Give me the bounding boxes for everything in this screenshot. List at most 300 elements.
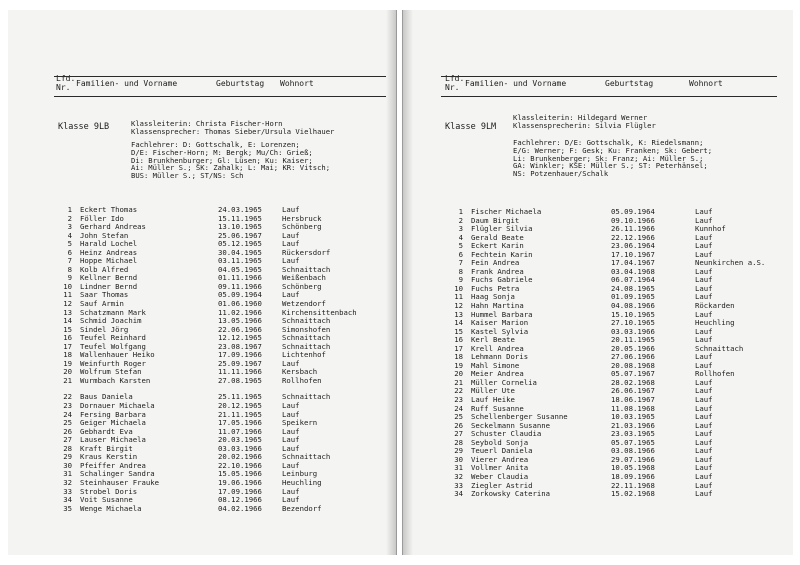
- home-town: Lauf: [695, 241, 713, 251]
- row-number: 15: [454, 326, 463, 336]
- student-name: Ziegler Astrid: [471, 480, 533, 490]
- birth-date: 24.08.1965: [611, 283, 655, 293]
- home-town: Speikern: [282, 418, 318, 428]
- student-name: Gebhardt Eva: [80, 426, 133, 436]
- home-town: Schnaittach: [282, 341, 331, 351]
- home-town: Schnaittach: [282, 392, 331, 402]
- teacher-line: Klassleiterin: Christa Fischer-Horn: [131, 119, 283, 128]
- row-number: 31: [454, 463, 463, 473]
- birth-date: 23.08.1967: [218, 341, 262, 351]
- row-number: 29: [63, 452, 72, 462]
- home-town: Lauf: [695, 395, 713, 405]
- birth-date: 17.09.1966: [218, 350, 262, 360]
- row-number: 13: [63, 307, 72, 317]
- header-nr-line1: Lfd.: [56, 74, 76, 83]
- row-number: 11: [63, 290, 72, 300]
- student-name: Kaiser Marion: [471, 318, 529, 328]
- row-number: 33: [63, 486, 72, 496]
- right-page: [402, 10, 793, 555]
- subject-line: BUS: Müller S.; ST/NS: Sch: [131, 171, 244, 181]
- birth-date: 23.06.1964: [611, 241, 655, 251]
- home-town: Rollhofen: [695, 369, 735, 379]
- birth-date: 15.10.1965: [611, 309, 655, 319]
- birth-date: 22.12.1966: [611, 232, 655, 242]
- student-name: Sindel Jörg: [80, 324, 129, 334]
- row-number: 21: [63, 375, 72, 385]
- home-town: Leinburg: [282, 469, 318, 479]
- row-number: 35: [63, 503, 72, 513]
- subject-teachers-block: [131, 141, 330, 180]
- birth-date: 22.06.1966: [218, 324, 262, 334]
- row-number: 34: [454, 489, 463, 499]
- header-birthday: Geburtstag: [605, 79, 654, 88]
- home-town: Lauf: [282, 426, 300, 436]
- row-number: 12: [454, 301, 463, 311]
- student-name: Haag Sonja: [471, 292, 515, 302]
- home-town: Lauf: [695, 232, 713, 242]
- birth-date: 10.05.1968: [611, 463, 655, 473]
- home-town: Lauf: [695, 292, 713, 302]
- home-town: Heuchling: [282, 477, 322, 487]
- home-town: Lauf: [695, 454, 713, 464]
- home-town: Lauf: [282, 256, 300, 266]
- home-town: Lauf: [695, 326, 713, 336]
- student-name: Föller Ido: [80, 213, 124, 223]
- row-number: 2: [458, 215, 463, 225]
- birth-date: 18.06.1967: [611, 395, 655, 405]
- birth-date: 04.02.1966: [218, 503, 262, 513]
- home-town: Lauf: [695, 429, 713, 439]
- student-name: Hoppe Michael: [80, 256, 138, 266]
- subject-line: E/G: Werner; F: Gesk; Ku: Franken; Sk: Gebert;: [513, 145, 713, 155]
- student-name: Steinhauser Frauke: [80, 477, 160, 487]
- row-number: 28: [454, 437, 463, 447]
- student-name: Dornauer Michaela: [80, 401, 155, 411]
- birth-date: 22.11.1968: [611, 480, 655, 490]
- home-town: Lauf: [282, 409, 300, 419]
- row-number: 10: [454, 283, 463, 293]
- row-number: 24: [454, 403, 463, 413]
- home-town: Schnaittach: [695, 343, 744, 353]
- student-name: Wolfrum Stefan: [80, 367, 142, 377]
- home-town: Lichtenhof: [282, 350, 326, 360]
- student-name: Kellner Bernd: [80, 273, 138, 283]
- birth-date: 01.09.1965: [611, 292, 655, 302]
- row-number: 22: [63, 392, 72, 402]
- student-name: Müller Ute: [471, 386, 515, 396]
- row-number: 21: [454, 377, 463, 387]
- student-name: Fersing Barbara: [80, 409, 146, 419]
- home-town: Rückersdorf: [282, 247, 331, 257]
- birth-date: 26.11.1966: [611, 224, 655, 234]
- row-number: 34: [63, 495, 72, 505]
- student-name: Vierer Andrea: [471, 454, 529, 464]
- row-number: 15: [63, 324, 72, 334]
- row-number: 13: [454, 309, 463, 319]
- row-number: 8: [458, 266, 463, 276]
- student-name: Sauf Armin: [80, 299, 124, 309]
- home-town: Bezendorf: [282, 503, 322, 513]
- teacher-block: [513, 114, 656, 130]
- home-town: Wetzendorf: [282, 299, 326, 309]
- row-number: 26: [454, 420, 463, 430]
- row-number: 9: [458, 275, 463, 285]
- subject-line: GA: Winkler; KSE: Müller S.; ST: Peterhänsel;: [513, 161, 708, 171]
- row-number: 20: [63, 367, 72, 377]
- header-nr-line2: Nr.: [445, 83, 460, 92]
- home-town: Lauf: [695, 412, 713, 422]
- header-name: Familien- und Vorname: [76, 79, 178, 88]
- home-town: Lauf: [695, 309, 713, 319]
- row-number: 3: [67, 222, 72, 232]
- birth-date: 25.06.1967: [218, 230, 262, 240]
- home-town: Lauf: [695, 283, 713, 293]
- birth-date: 24.03.1965: [218, 205, 262, 214]
- birth-date: 17.05.1966: [218, 418, 262, 428]
- home-town: Lauf: [695, 420, 713, 430]
- student-name: Eckert Thomas: [80, 205, 138, 214]
- home-town: Lauf: [282, 460, 300, 470]
- home-town: Kunnhof: [695, 224, 726, 234]
- student-name: Daum Birgit: [471, 215, 520, 225]
- student-name: John Stefan: [80, 230, 129, 240]
- student-name: Schmid Joachim: [80, 316, 142, 326]
- home-town: Simonshofen: [282, 324, 331, 334]
- birth-date: 20.08.1968: [611, 360, 655, 370]
- table-row: [449, 490, 785, 499]
- birth-date: 27.06.1966: [611, 352, 655, 362]
- birth-date: 05.07.1967: [611, 369, 655, 379]
- home-town: Heuchling: [695, 318, 735, 328]
- student-name: Weber Claudia: [471, 471, 529, 481]
- student-name: Kraus Kerstin: [80, 452, 138, 462]
- row-number: 7: [458, 258, 463, 268]
- birth-date: 21.11.1965: [218, 409, 262, 419]
- birth-date: 09.10.1966: [611, 215, 655, 225]
- home-town: Lauf: [695, 207, 713, 216]
- home-town: Lauf: [695, 360, 713, 370]
- home-town: Lauf: [695, 463, 713, 473]
- row-number: 32: [454, 471, 463, 481]
- home-town: Lauf: [695, 352, 713, 362]
- row-number: 32: [63, 477, 72, 487]
- birth-date: 20.12.1965: [218, 401, 262, 411]
- teacher-line: Klassleiterin: Hildegard Werner: [513, 113, 648, 122]
- birth-date: 01.11.1966: [218, 273, 262, 283]
- student-name: Ruff Susanne: [471, 403, 524, 413]
- row-number: 20: [454, 369, 463, 379]
- home-town: Lauf: [695, 266, 713, 276]
- row-number: 1: [458, 207, 463, 216]
- birth-date: 26.06.1967: [611, 386, 655, 396]
- home-town: Lauf: [282, 486, 300, 496]
- birth-date: 04.08.1966: [611, 301, 655, 311]
- home-town: Lauf: [695, 377, 713, 387]
- birth-date: 25.11.1965: [218, 392, 262, 402]
- row-number: 5: [67, 239, 72, 249]
- home-town: Lauf: [695, 335, 713, 345]
- home-town: Lauf: [695, 480, 713, 490]
- row-number: 14: [63, 316, 72, 326]
- home-town: Lauf: [282, 239, 300, 249]
- student-name: Gerhard Andreas: [80, 222, 146, 232]
- student-name: Fechtein Karin: [471, 249, 533, 259]
- student-name: Eckert Karin: [471, 241, 524, 251]
- subject-line: D/E: Fischer-Horn; M: Bergk; Mu/Ch: Grieß;: [131, 147, 313, 157]
- teacher-line: Klassensprecherin: Silvia Flügler: [513, 120, 656, 130]
- home-town: Röckarden: [695, 301, 735, 311]
- home-town: Rollhofen: [282, 375, 322, 385]
- home-town: Lauf: [695, 437, 713, 447]
- student-name: Seckelmann Susanne: [471, 420, 551, 430]
- header-rule-top: [54, 76, 386, 77]
- student-name: Teufel Reinhard: [80, 333, 146, 343]
- row-number: 16: [454, 335, 463, 345]
- row-number: 9: [67, 273, 72, 283]
- student-name: Krell Andrea: [471, 343, 524, 353]
- header-rule-bottom: [441, 96, 777, 97]
- birth-date: 01.06.1960: [218, 299, 262, 309]
- row-number: 33: [454, 480, 463, 490]
- student-name: Voit Susanne: [80, 495, 133, 505]
- header-birthday: Geburtstag: [216, 79, 265, 88]
- birth-date: 22.10.1966: [218, 460, 262, 470]
- student-name: Geiger Michaela: [80, 418, 146, 428]
- home-town: Lauf: [282, 443, 300, 453]
- row-number: 3: [458, 224, 463, 234]
- subject-line: Di: Brunkhenburger; Gl: Lüsen; Ku: Kaiser;: [131, 155, 313, 165]
- subject-line: Ai: Müller S.; SK: Zahalk; L: Mai; KR: Vitsch;: [131, 163, 331, 173]
- student-name: Hummel Barbara: [471, 309, 533, 319]
- birth-date: 05.09.1964: [611, 207, 655, 216]
- row-number: 2: [67, 213, 72, 223]
- teacher-block: [131, 120, 334, 136]
- header-place: Wohnort: [689, 79, 723, 88]
- birth-date: 03.03.1966: [218, 443, 262, 453]
- student-name: Hahn Martina: [471, 301, 524, 311]
- home-town: Schnaittach: [282, 264, 331, 274]
- student-name: Schuster Claudia: [471, 429, 542, 439]
- birth-date: 05.07.1965: [611, 437, 655, 447]
- home-town: Schönberg: [282, 222, 322, 232]
- header-name: Familien- und Vorname: [465, 79, 567, 88]
- home-town: Lauf: [695, 471, 713, 481]
- row-number: 8: [67, 264, 72, 274]
- student-name: Flügler Silvia: [471, 224, 533, 234]
- student-name: Weinfurth Roger: [80, 358, 146, 368]
- home-town: Kersbach: [282, 367, 318, 377]
- student-name: Fein Andrea: [471, 258, 520, 268]
- birth-date: 12.12.1965: [218, 333, 262, 343]
- table-row: [60, 377, 390, 386]
- row-number: 25: [63, 418, 72, 428]
- birth-date: 30.04.1965: [218, 247, 262, 257]
- header-rule-top: [441, 76, 777, 77]
- birth-date: 11.02.1966: [218, 307, 262, 317]
- birth-date: 11.11.1966: [218, 367, 262, 377]
- student-name: Kastel Sylvia: [471, 326, 529, 336]
- student-name: Vollmer Anita: [471, 463, 529, 473]
- row-number: 23: [63, 401, 72, 411]
- subject-line: NS: Potzenhauer/Schalk: [513, 169, 609, 179]
- student-name: Seybold Sonja: [471, 437, 529, 447]
- birth-date: 10.03.1965: [611, 412, 655, 422]
- student-name: Schatzmann Mark: [80, 307, 146, 317]
- subject-line: Fachlehrer: D: Gottschalk, E: Lorenzen;: [131, 140, 300, 149]
- student-name: Lauser Michaela: [80, 435, 146, 445]
- birth-date: 25.09.1967: [218, 358, 262, 368]
- home-town: Lauf: [282, 290, 300, 300]
- student-name: Fischer Michaela: [471, 207, 542, 216]
- student-name: Wenge Michaela: [80, 503, 142, 513]
- birth-date: 27.08.1965: [218, 375, 262, 385]
- row-number: 7: [67, 256, 72, 266]
- student-name: Teuerl Daniela: [471, 446, 533, 456]
- subject-line: Li: Brunkenberger; Sk: Franz; Ai: Müller S.;: [513, 153, 704, 163]
- birth-date: 11.08.1968: [611, 403, 655, 413]
- student-name: Harald Lochel: [80, 239, 138, 249]
- student-name: Lehmann Doris: [471, 352, 529, 362]
- birth-date: 03.03.1966: [611, 326, 655, 336]
- birth-date: 18.09.1966: [611, 471, 655, 481]
- birth-date: 05.12.1965: [218, 239, 262, 249]
- row-number: 4: [458, 232, 463, 242]
- header-rule-bottom: [54, 96, 386, 97]
- student-name: Fuchs Petra: [471, 283, 520, 293]
- student-name: Schalinger Sandra: [80, 469, 155, 479]
- row-number: 6: [67, 247, 72, 257]
- home-town: Schnaittach: [282, 452, 331, 462]
- student-name: Baus Daniela: [80, 392, 133, 402]
- birth-date: 13.10.1965: [218, 222, 262, 232]
- birth-date: 15.05.1966: [218, 469, 262, 479]
- row-number: 23: [454, 395, 463, 405]
- student-name: Wallenhauer Heiko: [80, 350, 155, 360]
- row-number: 29: [454, 446, 463, 456]
- home-town: Lauf: [695, 215, 713, 225]
- student-name: Kerl Beate: [471, 335, 515, 345]
- row-number: 4: [67, 230, 72, 240]
- row-number: 27: [454, 429, 463, 439]
- home-town: Lauf: [282, 401, 300, 411]
- row-number: 16: [63, 333, 72, 343]
- home-town: Neunkirchen a.S.: [695, 258, 766, 268]
- birth-date: 15.02.1968: [611, 489, 655, 499]
- student-name: Schellenberger Susanne: [471, 412, 568, 422]
- birth-date: 09.11.1966: [218, 281, 262, 291]
- birth-date: 17.09.1966: [218, 486, 262, 496]
- student-name: Lindner Bernd: [80, 281, 138, 291]
- home-town: Kirchensittenbach: [282, 307, 357, 317]
- birth-date: 20.03.1965: [218, 435, 262, 445]
- left-page: [8, 10, 397, 555]
- row-number: 12: [63, 299, 72, 309]
- birth-date: 27.10.1965: [611, 318, 655, 328]
- row-number: 24: [63, 409, 72, 419]
- teacher-line: Klassensprecher: Thomas Sieber/Ursula Vielhauer: [131, 126, 335, 136]
- row-number: 17: [454, 343, 463, 353]
- home-town: Lauf: [282, 358, 300, 368]
- row-number: 10: [63, 281, 72, 291]
- row-number: 25: [454, 412, 463, 422]
- home-town: Schnaittach: [282, 333, 331, 343]
- birth-date: 20.05.1966: [611, 343, 655, 353]
- birth-date: 20.02.1966: [218, 452, 262, 462]
- birth-date: 05.09.1964: [218, 290, 262, 300]
- header-place: Wohnort: [280, 79, 314, 88]
- birth-date: 20.11.1965: [611, 335, 655, 345]
- birth-date: 03.08.1966: [611, 446, 655, 456]
- home-town: Lauf: [695, 403, 713, 413]
- student-name: Lauf Heike: [471, 395, 515, 405]
- birth-date: 21.03.1966: [611, 420, 655, 430]
- home-town: Weißenbach: [282, 273, 326, 283]
- student-name: Kolb Alfred: [80, 264, 129, 274]
- student-name: Zorkowsky Caterina: [471, 489, 551, 499]
- student-name: Frank Andrea: [471, 266, 524, 276]
- home-town: Lauf: [695, 249, 713, 259]
- row-number: 17: [63, 341, 72, 351]
- row-number: 14: [454, 318, 463, 328]
- row-number: 26: [63, 426, 72, 436]
- home-town: Lauf: [695, 489, 713, 499]
- row-number: 30: [454, 454, 463, 464]
- row-number: 5: [458, 241, 463, 251]
- row-number: 11: [454, 292, 463, 302]
- student-name: Gerald Beate: [471, 232, 524, 242]
- birth-date: 15.11.1965: [218, 213, 262, 223]
- home-town: Lauf: [695, 446, 713, 456]
- home-town: Lauf: [695, 275, 713, 285]
- birth-date: 11.07.1966: [218, 426, 262, 436]
- row-number: 28: [63, 443, 72, 453]
- student-name: Wurmbach Karsten: [80, 375, 151, 385]
- student-table: [449, 208, 785, 499]
- home-town: Schnaittach: [282, 316, 331, 326]
- student-name: Teufel Wolfgang: [80, 341, 146, 351]
- subject-line: Fachlehrer: D/E: Gottschalk, K: Riedelsmann;: [513, 138, 704, 147]
- birth-date: 29.07.1966: [611, 454, 655, 464]
- birth-date: 06.07.1964: [611, 275, 655, 285]
- student-name: Saar Thomas: [80, 290, 129, 300]
- row-number: 18: [63, 350, 72, 360]
- row-number: 18: [454, 352, 463, 362]
- row-number: 30: [63, 460, 72, 470]
- student-name: Müller Cornelia: [471, 377, 537, 387]
- student-table: [60, 206, 390, 513]
- row-number: 31: [63, 469, 72, 479]
- home-town: Lauf: [282, 435, 300, 445]
- birth-date: 17.04.1967: [611, 258, 655, 268]
- subject-teachers-block: [513, 139, 712, 178]
- row-number: 27: [63, 435, 72, 445]
- birth-date: 03.04.1968: [611, 266, 655, 276]
- birth-date: 04.05.1965: [218, 264, 262, 274]
- row-number: 19: [454, 360, 463, 370]
- birth-date: 28.02.1968: [611, 377, 655, 387]
- row-number: 1: [67, 205, 72, 214]
- home-town: Lauf: [282, 205, 300, 214]
- student-name: Strobel Doris: [80, 486, 138, 496]
- birth-date: 08.12.1966: [218, 495, 262, 505]
- header-nr-line1: Lfd.: [445, 74, 465, 83]
- table-row: [60, 505, 390, 514]
- student-name: Meier Andrea: [471, 369, 524, 379]
- student-name: Fuchs Gabriele: [471, 275, 533, 285]
- home-town: Hersbruck: [282, 213, 322, 223]
- home-town: Lauf: [695, 386, 713, 396]
- birth-date: 17.10.1967: [611, 249, 655, 259]
